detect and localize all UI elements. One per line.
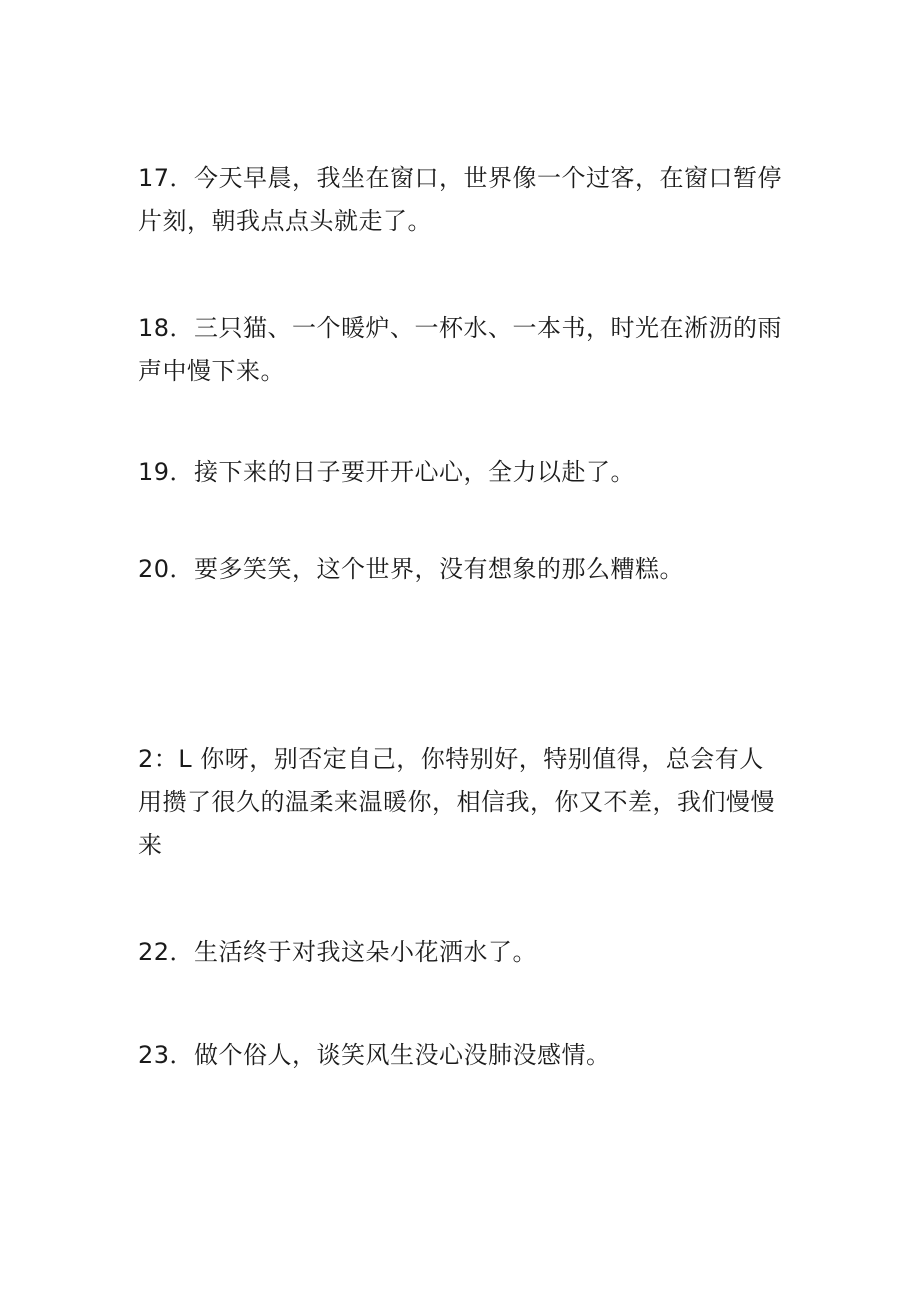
- item-text: 三只猫、一个暖炉、一杯水、一本书，时光在淅沥的雨声中慢下来。: [138, 314, 783, 385]
- item-number: 18: [138, 314, 170, 342]
- list-item: [138, 307, 788, 393]
- item-text: 接下来的日子要开开心心，全力以赴了。: [194, 458, 636, 486]
- item-number: 22: [138, 938, 170, 966]
- list-item: [138, 738, 788, 867]
- item-separator: ．: [169, 555, 195, 583]
- item-separator: ．: [169, 938, 195, 966]
- item-number: 23: [138, 1041, 170, 1069]
- item-separator: ：L: [153, 745, 201, 773]
- item-separator: ．: [169, 314, 195, 342]
- item-text: 要多笑笑，这个世界，没有想象的那么糟糕。: [194, 555, 685, 583]
- item-number: 2: [138, 745, 154, 773]
- list-item: [138, 1034, 788, 1077]
- list-item: [138, 157, 788, 243]
- item-number: 17: [138, 164, 170, 192]
- item-number: 19: [138, 458, 170, 486]
- item-separator: ．: [169, 1041, 195, 1069]
- list-item: [138, 931, 788, 974]
- item-separator: ．: [169, 458, 195, 486]
- item-separator: ．: [169, 164, 195, 192]
- list-item: [138, 451, 788, 494]
- item-text: 你呀，别否定自己，你特别好，特别值得，总会有人用攒了很久的温柔来温暖你，相信我，你又不差，我们慢慢来: [138, 745, 775, 859]
- list-item: [138, 548, 788, 591]
- item-text: 今天早晨，我坐在窗口，世界像一个过客，在窗口暂停片刻，朝我点点头就走了。: [138, 164, 783, 235]
- item-text: 做个俗人，谈笑风生没心没肺没感情。: [194, 1041, 611, 1069]
- item-number: 20: [138, 555, 170, 583]
- item-text: 生活终于对我这朵小花洒水了。: [194, 938, 538, 966]
